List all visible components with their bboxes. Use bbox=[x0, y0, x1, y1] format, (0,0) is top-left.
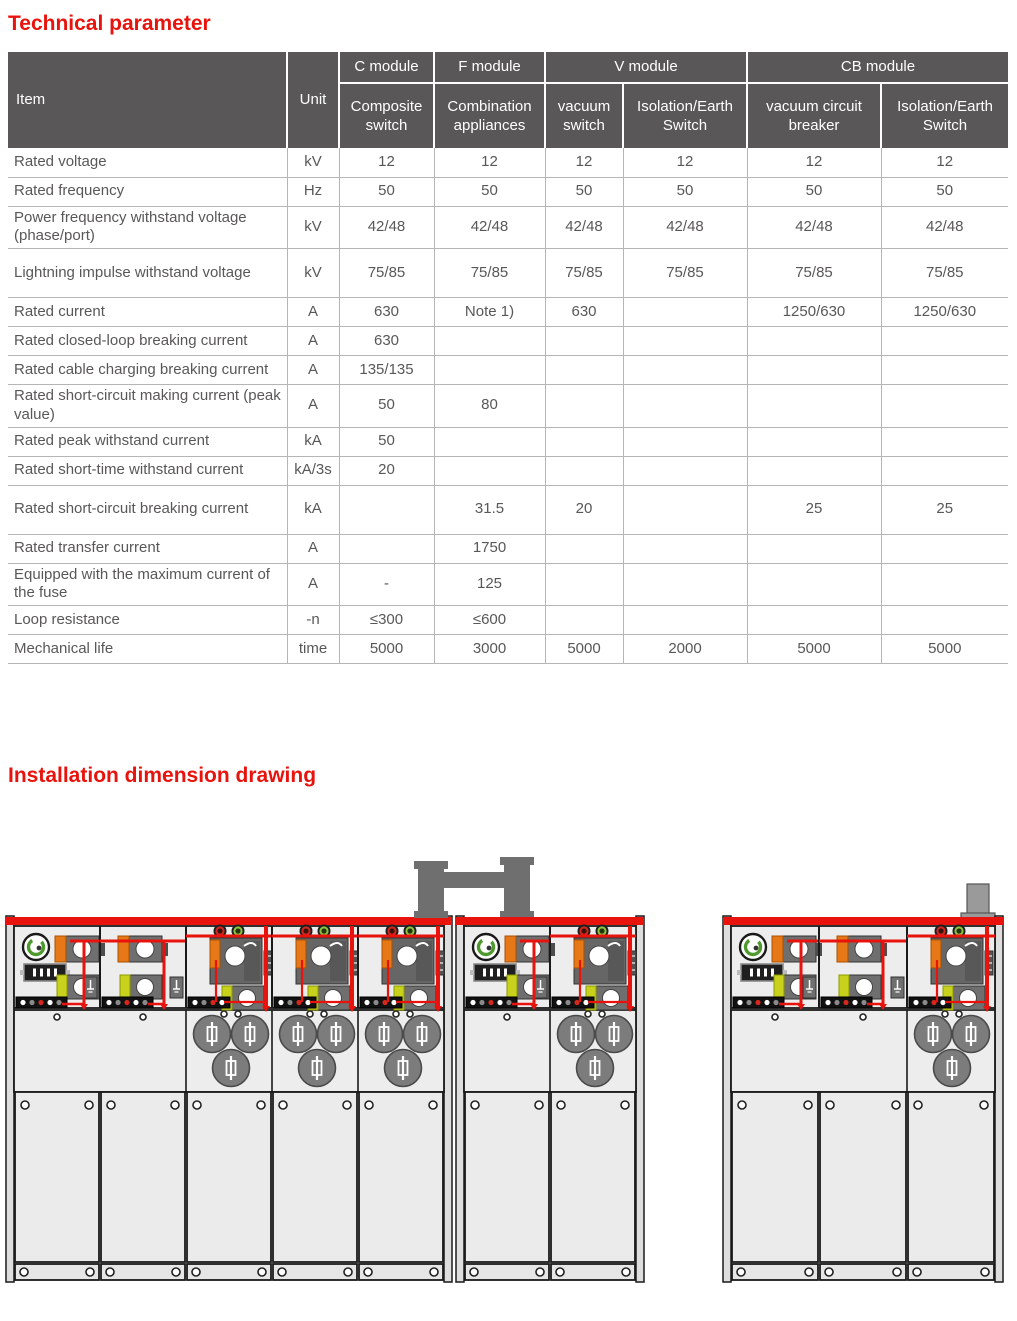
door-panel bbox=[15, 1092, 99, 1262]
screw-icon bbox=[54, 1014, 60, 1020]
value-cell bbox=[545, 327, 623, 356]
value-cell bbox=[881, 427, 1008, 456]
value-cell: 135/135 bbox=[339, 356, 434, 385]
item-cell: Rated closed-loop breaking current bbox=[8, 327, 287, 356]
table-row bbox=[8, 427, 1008, 456]
screw-icon bbox=[504, 1014, 510, 1020]
value-cell bbox=[747, 427, 881, 456]
value-cell: 630 bbox=[339, 327, 434, 356]
value-cell: 42/48 bbox=[545, 206, 623, 249]
value-cell bbox=[434, 427, 545, 456]
value-cell bbox=[545, 385, 623, 428]
terminal-strip bbox=[188, 997, 230, 1008]
value-cell bbox=[747, 534, 881, 563]
value-cell bbox=[623, 563, 747, 606]
screw-icon bbox=[343, 1101, 351, 1109]
value-cell bbox=[339, 534, 434, 563]
value-cell bbox=[623, 534, 747, 563]
unit-cell: time bbox=[287, 635, 339, 664]
unit-cell: A bbox=[287, 298, 339, 327]
value-cell: 125 bbox=[434, 563, 545, 606]
value-cell: 50 bbox=[881, 177, 1008, 206]
value-cell: 630 bbox=[339, 298, 434, 327]
value-cell: 50 bbox=[339, 177, 434, 206]
door-panel bbox=[908, 1092, 994, 1262]
value-cell: ≤600 bbox=[434, 606, 545, 635]
value-cell: 20 bbox=[339, 456, 434, 485]
value-cell bbox=[434, 327, 545, 356]
value-cell bbox=[623, 427, 747, 456]
item-cell: Rated voltage bbox=[8, 148, 287, 177]
unit-cell: A bbox=[287, 327, 339, 356]
table-row bbox=[8, 385, 1008, 428]
screw-icon bbox=[172, 1268, 180, 1276]
value-cell bbox=[881, 356, 1008, 385]
side-wall bbox=[636, 916, 644, 1282]
terminal-strip bbox=[552, 997, 594, 1008]
bottom-strip bbox=[359, 1264, 443, 1280]
vent-duct bbox=[961, 884, 995, 919]
value-cell: 42/48 bbox=[747, 206, 881, 249]
value-cell: 5000 bbox=[545, 635, 623, 664]
unit-cell: Hz bbox=[287, 177, 339, 206]
technical-parameter-title: Technical parameter bbox=[8, 12, 211, 35]
value-cell: 42/48 bbox=[881, 206, 1008, 249]
value-cell: 75/85 bbox=[339, 249, 434, 298]
value-cell bbox=[434, 456, 545, 485]
screw-icon bbox=[772, 1014, 778, 1020]
item-cell: Equipped with the maximum current of the fuse bbox=[8, 563, 287, 606]
value-cell: 25 bbox=[747, 485, 881, 534]
unit-cell: kV bbox=[287, 249, 339, 298]
table-row bbox=[8, 249, 1008, 298]
table-row bbox=[8, 635, 1008, 664]
value-cell: 2000 bbox=[623, 635, 747, 664]
switch-module-yellow bbox=[774, 975, 816, 999]
technical-parameter-table bbox=[8, 52, 1008, 664]
value-cell: 20 bbox=[545, 485, 623, 534]
col-header-isolation-earth-switch-v: Isolation/Earth Switch bbox=[623, 83, 747, 148]
value-cell bbox=[747, 327, 881, 356]
value-cell bbox=[881, 606, 1008, 635]
screw-icon bbox=[257, 1101, 265, 1109]
table-row bbox=[8, 327, 1008, 356]
screw-icon bbox=[86, 1268, 94, 1276]
brand-logo-icon bbox=[23, 934, 49, 960]
table-row bbox=[8, 148, 1008, 177]
table-row bbox=[8, 606, 1008, 635]
door-panel bbox=[187, 1092, 271, 1262]
group-header-f-module: F module bbox=[434, 52, 545, 83]
table-body bbox=[8, 148, 1008, 664]
screw-icon bbox=[942, 1011, 948, 1017]
value-cell: 12 bbox=[545, 148, 623, 177]
value-cell bbox=[881, 456, 1008, 485]
terminal-strip bbox=[733, 997, 784, 1008]
terminal-strip bbox=[360, 997, 402, 1008]
screw-icon bbox=[278, 1268, 286, 1276]
door-panel bbox=[465, 1092, 549, 1262]
item-cell: Rated frequency bbox=[8, 177, 287, 206]
screw-icon bbox=[805, 1268, 813, 1276]
bottom-strip bbox=[101, 1264, 185, 1280]
terminal-strip bbox=[821, 997, 872, 1008]
screw-icon bbox=[804, 1101, 812, 1109]
fuse-icon bbox=[915, 1016, 952, 1053]
screw-icon bbox=[393, 1011, 399, 1017]
unit-cell: kA/3s bbox=[287, 456, 339, 485]
value-cell bbox=[747, 563, 881, 606]
col-header-composite-switch: Composite switch bbox=[339, 83, 434, 148]
value-cell: 1750 bbox=[434, 534, 545, 563]
door-panel bbox=[359, 1092, 443, 1262]
table-row bbox=[8, 534, 1008, 563]
value-cell bbox=[623, 456, 747, 485]
value-cell bbox=[623, 606, 747, 635]
value-cell bbox=[623, 485, 747, 534]
terminal-strip bbox=[909, 997, 951, 1008]
brand-logo-icon bbox=[473, 934, 499, 960]
value-cell bbox=[545, 427, 623, 456]
terminal-strip bbox=[16, 997, 67, 1008]
side-wall bbox=[444, 916, 452, 1282]
value-cell: 12 bbox=[339, 148, 434, 177]
screw-icon bbox=[913, 1268, 921, 1276]
screw-icon bbox=[430, 1268, 438, 1276]
screw-icon bbox=[980, 1101, 988, 1109]
screw-icon bbox=[956, 1011, 962, 1017]
value-cell bbox=[881, 563, 1008, 606]
value-cell bbox=[339, 485, 434, 534]
side-wall bbox=[6, 916, 14, 1282]
col-header-item: Item bbox=[8, 52, 287, 148]
screw-icon bbox=[556, 1268, 564, 1276]
door-panel bbox=[820, 1092, 906, 1262]
screw-icon bbox=[365, 1101, 373, 1109]
brand-logo-icon bbox=[740, 934, 766, 960]
value-cell: 42/48 bbox=[623, 206, 747, 249]
fuse-icon bbox=[577, 1050, 614, 1087]
value-cell: 1250/630 bbox=[747, 298, 881, 327]
value-cell: 12 bbox=[434, 148, 545, 177]
fuse-icon bbox=[232, 1016, 269, 1053]
value-cell: 50 bbox=[339, 427, 434, 456]
value-cell: 5000 bbox=[339, 635, 434, 664]
switchgear-unit-right-block bbox=[723, 884, 1003, 1282]
value-cell: 12 bbox=[623, 148, 747, 177]
top-busbar bbox=[456, 917, 644, 925]
item-cell: Rated peak withstand current bbox=[8, 427, 287, 456]
value-cell: 75/85 bbox=[434, 249, 545, 298]
item-cell: Rated short-circuit breaking current bbox=[8, 485, 287, 534]
value-cell bbox=[747, 385, 881, 428]
screw-icon bbox=[321, 1011, 327, 1017]
col-header-vacuum-circuit-breaker: vacuum circuit breaker bbox=[747, 83, 881, 148]
screw-icon bbox=[85, 1101, 93, 1109]
item-cell: Rated short-time withstand current bbox=[8, 456, 287, 485]
value-cell bbox=[881, 534, 1008, 563]
fuse-icon bbox=[194, 1016, 231, 1053]
bottom-strip bbox=[15, 1264, 99, 1280]
bottom-strip bbox=[551, 1264, 635, 1280]
unit-cell: A bbox=[287, 563, 339, 606]
item-cell: Loop resistance bbox=[8, 606, 287, 635]
screw-icon bbox=[893, 1268, 901, 1276]
terminal-strip bbox=[102, 997, 153, 1008]
unit-cell: A bbox=[287, 534, 339, 563]
value-cell: 50 bbox=[339, 385, 434, 428]
screw-icon bbox=[737, 1268, 745, 1276]
switch-module-yellow bbox=[839, 975, 904, 999]
value-cell bbox=[623, 385, 747, 428]
value-cell: 1250/630 bbox=[881, 298, 1008, 327]
screw-icon bbox=[193, 1101, 201, 1109]
unit-cell: kA bbox=[287, 427, 339, 456]
value-cell: 50 bbox=[545, 177, 623, 206]
screw-icon bbox=[20, 1268, 28, 1276]
item-cell: Power frequency withstand voltage (phase/port) bbox=[8, 206, 287, 249]
value-cell: Note 1) bbox=[434, 298, 545, 327]
table-row bbox=[8, 206, 1008, 249]
screw-icon bbox=[106, 1268, 114, 1276]
value-cell bbox=[434, 356, 545, 385]
screw-icon bbox=[258, 1268, 266, 1276]
screw-icon bbox=[622, 1268, 630, 1276]
fuse-icon bbox=[318, 1016, 355, 1053]
group-header-v-module: V module bbox=[545, 52, 747, 83]
screw-icon bbox=[826, 1101, 834, 1109]
terminal-strip bbox=[274, 997, 316, 1008]
unit-cell: A bbox=[287, 356, 339, 385]
fuse-icon bbox=[934, 1050, 971, 1087]
screw-icon bbox=[429, 1101, 437, 1109]
lifting-bridge bbox=[414, 857, 534, 918]
table-row bbox=[8, 485, 1008, 534]
screw-icon bbox=[235, 1011, 241, 1017]
value-cell bbox=[545, 356, 623, 385]
value-cell: ≤300 bbox=[339, 606, 434, 635]
terminal-strip bbox=[466, 997, 517, 1008]
value-cell bbox=[881, 385, 1008, 428]
screw-icon bbox=[21, 1101, 29, 1109]
value-cell: 3000 bbox=[434, 635, 545, 664]
bottom-strip bbox=[908, 1264, 994, 1280]
fuse-icon bbox=[366, 1016, 403, 1053]
top-busbar bbox=[723, 917, 1003, 925]
fuse-icon bbox=[404, 1016, 441, 1053]
switch-module-yellow bbox=[120, 975, 183, 999]
table-row bbox=[8, 298, 1008, 327]
fuse-icon bbox=[596, 1016, 633, 1053]
fuse-icon bbox=[385, 1050, 422, 1087]
group-header-cb-module: CB module bbox=[747, 52, 1008, 83]
screw-icon bbox=[599, 1011, 605, 1017]
value-cell: 80 bbox=[434, 385, 545, 428]
value-cell: 50 bbox=[623, 177, 747, 206]
bottom-strip bbox=[187, 1264, 271, 1280]
value-cell bbox=[623, 327, 747, 356]
item-cell: Rated transfer current bbox=[8, 534, 287, 563]
value-cell bbox=[545, 534, 623, 563]
screw-icon bbox=[470, 1268, 478, 1276]
col-header-isolation-earth-switch-cb: Isolation/Earth Switch bbox=[881, 83, 1008, 148]
fuse-icon bbox=[558, 1016, 595, 1053]
value-cell: 5000 bbox=[881, 635, 1008, 664]
value-cell bbox=[747, 356, 881, 385]
col-header-combination-appliances: Combination appliances bbox=[434, 83, 545, 148]
value-cell: 50 bbox=[747, 177, 881, 206]
value-cell bbox=[545, 456, 623, 485]
door-panel bbox=[273, 1092, 357, 1262]
screw-icon bbox=[140, 1014, 146, 1020]
screw-icon bbox=[860, 1014, 866, 1020]
value-cell bbox=[881, 327, 1008, 356]
value-cell: 75/85 bbox=[747, 249, 881, 298]
table-row bbox=[8, 456, 1008, 485]
switch-module-yellow bbox=[507, 975, 549, 999]
item-cell: Lightning impulse withstand voltage bbox=[8, 249, 287, 298]
screw-icon bbox=[535, 1101, 543, 1109]
bottom-strip bbox=[820, 1264, 906, 1280]
group-header-c-module: C module bbox=[339, 52, 434, 83]
installation-drawing-area bbox=[0, 845, 1017, 1295]
table-row bbox=[8, 356, 1008, 385]
value-cell: 31.5 bbox=[434, 485, 545, 534]
col-header-unit: Unit bbox=[287, 52, 339, 148]
value-cell: 75/85 bbox=[623, 249, 747, 298]
screw-icon bbox=[407, 1011, 413, 1017]
screw-icon bbox=[536, 1268, 544, 1276]
side-wall bbox=[456, 916, 464, 1282]
fuse-icon bbox=[299, 1050, 336, 1087]
screw-icon bbox=[171, 1101, 179, 1109]
side-wall bbox=[723, 916, 731, 1282]
value-cell: - bbox=[339, 563, 434, 606]
value-cell: 42/48 bbox=[339, 206, 434, 249]
bottom-strip bbox=[732, 1264, 818, 1280]
value-cell: 42/48 bbox=[434, 206, 545, 249]
value-cell bbox=[623, 298, 747, 327]
screw-icon bbox=[621, 1101, 629, 1109]
side-wall bbox=[995, 916, 1003, 1282]
installation-drawing-title: Installation dimension drawing bbox=[8, 764, 317, 787]
value-cell: 75/85 bbox=[881, 249, 1008, 298]
bottom-strip bbox=[465, 1264, 549, 1280]
top-busbar bbox=[6, 917, 452, 925]
fuse-icon bbox=[953, 1016, 990, 1053]
unit-cell: kA bbox=[287, 485, 339, 534]
value-cell: 50 bbox=[434, 177, 545, 206]
screw-icon bbox=[107, 1101, 115, 1109]
table-row bbox=[8, 177, 1008, 206]
switchgear-unit-left-block bbox=[6, 916, 452, 1282]
screw-icon bbox=[557, 1101, 565, 1109]
value-cell bbox=[623, 356, 747, 385]
screw-icon bbox=[344, 1268, 352, 1276]
installation-drawing bbox=[0, 845, 1017, 1295]
switch-module-yellow bbox=[57, 975, 99, 999]
screw-icon bbox=[471, 1101, 479, 1109]
table-row bbox=[8, 563, 1008, 606]
fuse-icon bbox=[280, 1016, 317, 1053]
screw-icon bbox=[307, 1011, 313, 1017]
item-cell: Mechanical life bbox=[8, 635, 287, 664]
fuse-icon bbox=[213, 1050, 250, 1087]
value-cell: 12 bbox=[747, 148, 881, 177]
door-panel bbox=[551, 1092, 635, 1262]
unit-cell: kV bbox=[287, 148, 339, 177]
unit-cell: -n bbox=[287, 606, 339, 635]
item-cell: Rated short-circuit making current (peak value) bbox=[8, 385, 287, 428]
screw-icon bbox=[221, 1011, 227, 1017]
screw-icon bbox=[892, 1101, 900, 1109]
screw-icon bbox=[279, 1101, 287, 1109]
bottom-strip bbox=[273, 1264, 357, 1280]
value-cell: 25 bbox=[881, 485, 1008, 534]
unit-cell: A bbox=[287, 385, 339, 428]
item-cell: Rated current bbox=[8, 298, 287, 327]
value-cell bbox=[747, 456, 881, 485]
door-panel bbox=[732, 1092, 818, 1262]
screw-icon bbox=[914, 1101, 922, 1109]
unit-cell: kV bbox=[287, 206, 339, 249]
value-cell bbox=[545, 563, 623, 606]
screw-icon bbox=[585, 1011, 591, 1017]
value-cell: 630 bbox=[545, 298, 623, 327]
screw-icon bbox=[825, 1268, 833, 1276]
screw-icon bbox=[192, 1268, 200, 1276]
screw-icon bbox=[364, 1268, 372, 1276]
item-cell: Rated cable charging breaking current bbox=[8, 356, 287, 385]
screw-icon bbox=[981, 1268, 989, 1276]
value-cell: 12 bbox=[881, 148, 1008, 177]
value-cell bbox=[747, 606, 881, 635]
screw-icon bbox=[738, 1101, 746, 1109]
value-cell: 75/85 bbox=[545, 249, 623, 298]
col-header-vacuum-switch: vacuum switch bbox=[545, 83, 623, 148]
value-cell: 5000 bbox=[747, 635, 881, 664]
door-panel bbox=[101, 1092, 185, 1262]
value-cell bbox=[545, 606, 623, 635]
